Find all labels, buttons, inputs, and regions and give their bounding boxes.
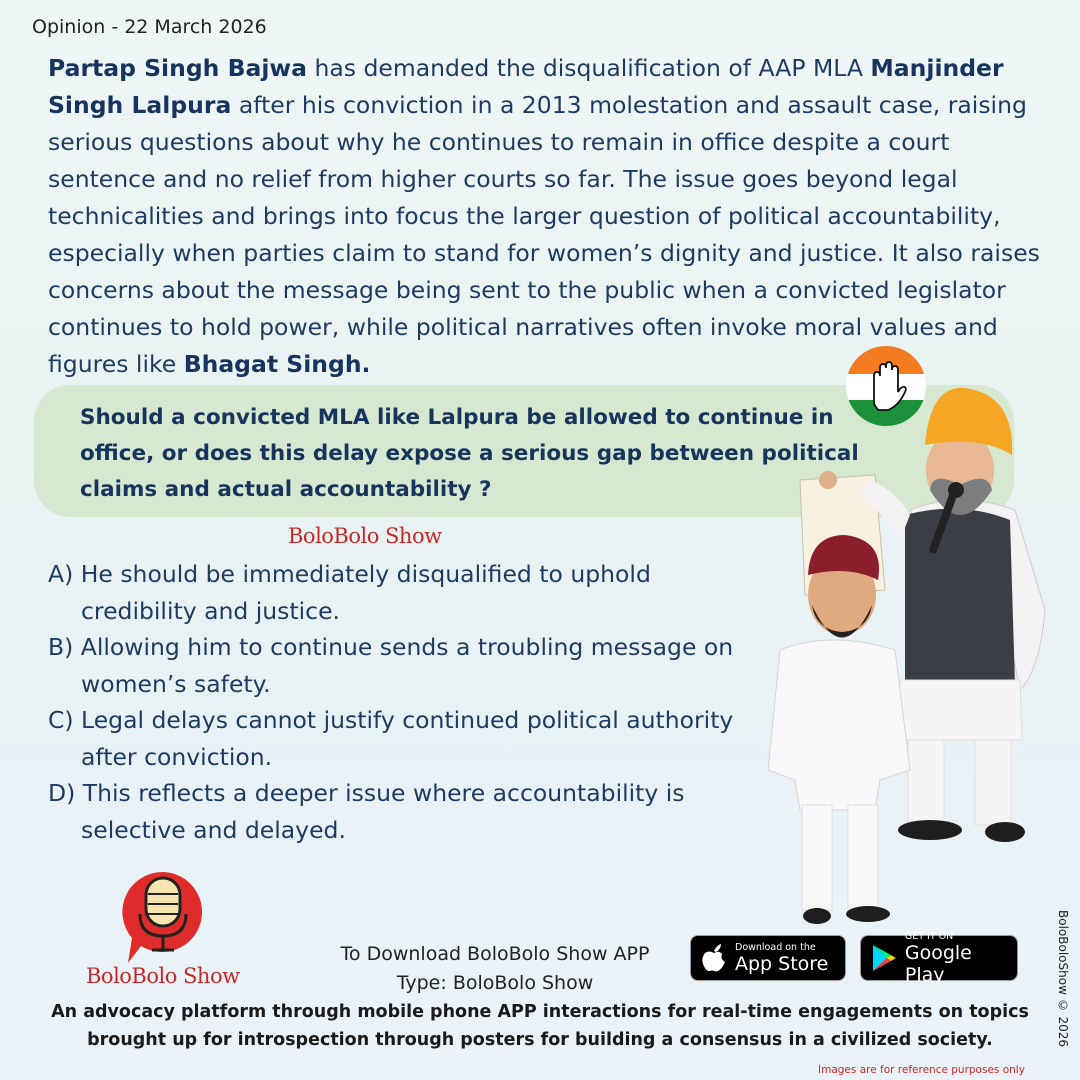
option-c[interactable]: C) Legal delays cannot justify continued political authority after conviction. — [48, 706, 734, 771]
option-a[interactable]: A) He should be immediately disqualified to uphold credibility and justice. — [48, 560, 651, 625]
article-paragraph — [48, 50, 1048, 383]
google-play-button[interactable] — [860, 930, 1018, 986]
disclaimer: Images are for reference purposes only — [818, 1064, 1025, 1076]
article-text-2: after his conviction in a 2013 molestation and assault case, raising serious questions about why he continues to remain in office despite a court sentence and no relief from higher courts so far. The issue goes beyond legal technicalities and brings into focus the larger question of political accountability, especially when parties claim to stand for women’s dignity and justice. It also raises concerns about the message being sent to the public when a convicted legislator continues to hold power, while political narratives often invoke moral values and figures like — [48, 91, 1040, 378]
name-bhagat-singh: Bhagat Singh. — [183, 350, 371, 378]
brand-wordmark-footer: BoloBolo Show — [86, 964, 240, 988]
option-d[interactable]: D) This reflects a deeper issue where accountability is selective and delayed. — [48, 779, 685, 844]
brand-wordmark: BoloBolo Show — [288, 524, 442, 548]
app-store-small-label: Download on the — [735, 941, 816, 953]
date-line: Opinion - 22 March 2026 — [32, 16, 267, 38]
download-line-2: Type: BoloBolo Show — [396, 972, 594, 994]
name-lalpura: Manjinder Singh Lalpura — [48, 54, 1004, 119]
play-triangle-icon — [871, 944, 897, 972]
download-line-1: To Download BoloBolo Show APP — [340, 943, 650, 965]
article-text-1: has demanded the disqualification of AAP MLA — [306, 54, 871, 82]
poll-options — [48, 556, 748, 848]
download-instructions — [320, 940, 670, 998]
option-b[interactable]: B) Allowing him to continue sends a troubling message on women’s safety. — [48, 633, 734, 698]
microphone-icon — [118, 868, 208, 968]
name-bajwa: Partap Singh Bajwa — [48, 54, 307, 82]
google-play-small-label: GET IT ON — [904, 930, 954, 942]
copyright: BoloBoloShow © 2026 — [1056, 910, 1070, 1048]
party-logo-icon — [844, 344, 928, 428]
app-store-button[interactable] — [690, 935, 846, 981]
apple-icon — [701, 943, 727, 973]
google-play-label: Google Play — [904, 941, 972, 986]
app-store-label: App Store — [735, 952, 829, 975]
tagline: An advocacy platform through mobile phone APP interactions for real-time engagements on topics brought up for introspection through posters for building a consensus in a civilized society. — [51, 1002, 1029, 1050]
poll-question: Should a convicted MLA like Lalpura be allowed to continue in office, or does this delay expose a serious gap between political claims and actual accountability ? — [80, 405, 859, 502]
politician-left-figure — [768, 535, 910, 924]
politicians-illustration — [760, 340, 1060, 940]
